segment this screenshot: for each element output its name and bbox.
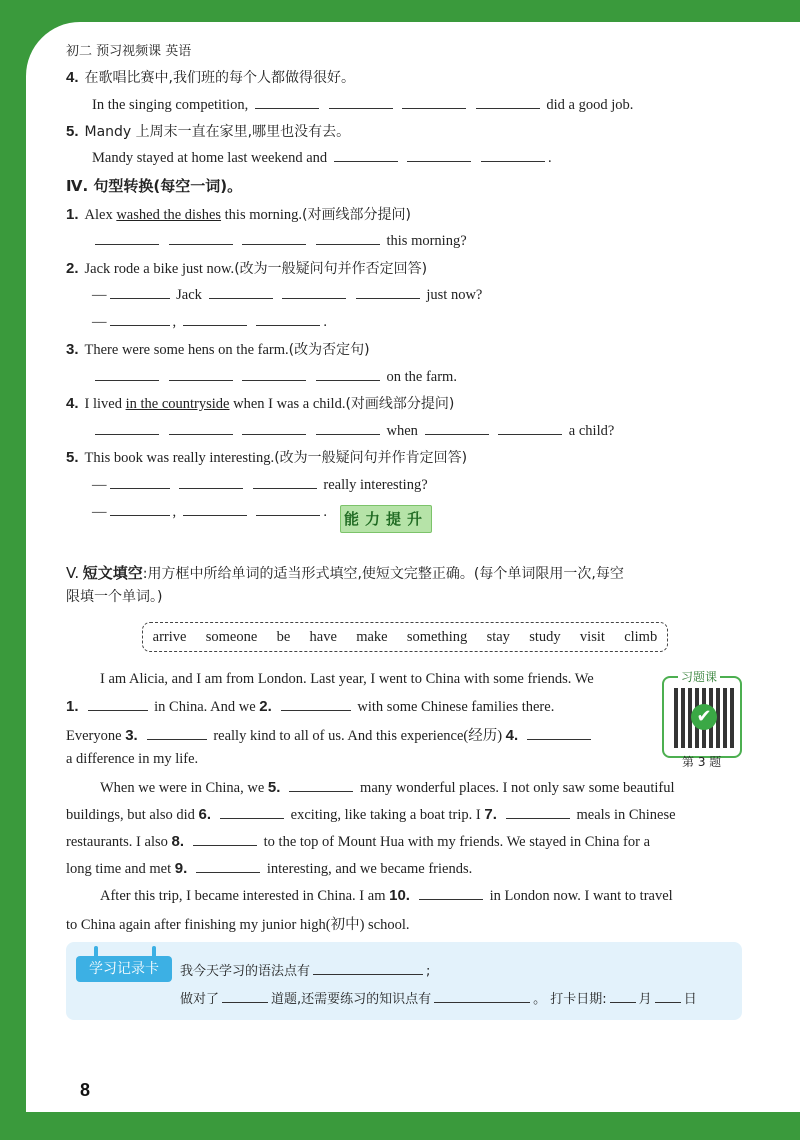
passage-p1-l1: I am Alicia, and I am from London. Last year, I went to China with some friends. We	[100, 671, 594, 687]
answer-blank[interactable]	[183, 312, 247, 326]
p4-q4-answer: when a child?	[92, 421, 614, 440]
answer-blank[interactable]	[110, 475, 170, 489]
word-item: stay	[486, 628, 510, 645]
page-number: 8	[80, 1080, 91, 1100]
p4-q5: 5. This book was really interesting.(改为一般疑问句并作肯定回答)	[66, 449, 468, 466]
check-icon: ✔	[691, 704, 717, 730]
p4-q4: 4. I lived in the countryside when I was a child.(对画线部分提问)	[66, 395, 455, 412]
word-box	[142, 622, 668, 652]
word-item: have	[309, 628, 337, 645]
passage-p1-l2: 1. in China. And we 2. with some Chinese families there.	[66, 698, 555, 715]
word-item: be	[276, 628, 291, 645]
section-banner: 能力提升	[340, 505, 432, 533]
month-blank[interactable]	[610, 989, 636, 1003]
passage-p1-l3: Everyone 3. really kind to all of us. And this experience(经历) 4.	[66, 724, 594, 745]
word-item: make	[356, 628, 388, 645]
word-item: someone	[205, 628, 258, 645]
answer-blank[interactable]	[407, 148, 471, 162]
card-badge: 学习记录卡	[76, 956, 172, 982]
answer-blank[interactable]	[476, 95, 540, 109]
part5-title-line2: 限填一个单词。)	[66, 589, 163, 605]
qr-caption: 第 3 题	[682, 755, 722, 769]
qr-title: 习题课	[678, 668, 720, 685]
card-line-2: 做对了 道题,还需要练习的知识点有 。 打卡日期: 月 日	[180, 988, 697, 1007]
answer-blank[interactable]	[313, 961, 423, 975]
page-header: 初二 预习视频课 英语	[66, 44, 192, 59]
answer-blank[interactable]	[95, 367, 159, 381]
day-blank[interactable]	[655, 989, 681, 1003]
answer-blank[interactable]	[110, 285, 170, 299]
passage-p3-l2: to China again after finishing my junior high(初中) school.	[66, 917, 410, 933]
answer-blank[interactable]	[196, 859, 260, 873]
answer-blank[interactable]	[256, 312, 320, 326]
passage-p2-l4: long time and met 9. interesting, and we became friends.	[66, 860, 473, 877]
p4-q3-answer: on the farm.	[92, 367, 457, 386]
answer-blank[interactable]	[147, 726, 207, 740]
answer-blank[interactable]	[402, 95, 466, 109]
word-item: climb	[624, 628, 658, 645]
answer-blank[interactable]	[316, 231, 380, 245]
answer-blank[interactable]	[242, 367, 306, 381]
answer-blank[interactable]	[169, 367, 233, 381]
answer-blank[interactable]	[316, 421, 380, 435]
answer-blank[interactable]	[110, 312, 170, 326]
word-item: something	[406, 628, 468, 645]
answer-blank[interactable]	[419, 886, 483, 900]
answer-blank[interactable]	[242, 421, 306, 435]
answer-blank[interactable]	[256, 502, 320, 516]
answer-blank[interactable]	[316, 367, 380, 381]
answer-blank[interactable]	[220, 805, 284, 819]
word-item: arrive	[152, 628, 187, 645]
answer-blank[interactable]	[481, 148, 545, 162]
answer-blank[interactable]	[179, 475, 243, 489]
passage-p2-l2: buildings, but also did 6. exciting, like taking a boat trip. I 7. meals in Chinese	[66, 806, 676, 823]
answer-blank[interactable]	[334, 148, 398, 162]
p3-q5-english: Mandy stayed at home last weekend and .	[92, 150, 552, 166]
answer-blank[interactable]	[282, 285, 346, 299]
p4-q1: 1. Alex washed the dishes this morning.(对画线部分提问)	[66, 206, 411, 223]
p3-q5-chinese: 5. Mandy 上周末一直在家里,哪里也没有去。	[66, 123, 351, 140]
answer-blank[interactable]	[183, 502, 247, 516]
answer-blank[interactable]	[209, 285, 273, 299]
answer-blank[interactable]	[289, 778, 353, 792]
answer-blank[interactable]	[506, 805, 570, 819]
p4-q2-answer-b: — , .	[92, 314, 327, 330]
answer-blank[interactable]	[329, 95, 393, 109]
p4-q1-answer: this morning?	[92, 231, 467, 250]
answer-blank[interactable]	[242, 231, 306, 245]
word-item: visit	[579, 628, 605, 645]
answer-blank[interactable]	[95, 421, 159, 435]
answer-blank[interactable]	[498, 421, 562, 435]
answer-blank[interactable]	[425, 421, 489, 435]
answer-blank[interactable]	[255, 95, 319, 109]
p3-q4-english: In the singing competition, did a good job.	[92, 97, 634, 113]
p4-q3: 3. There were some hens on the farm.(改为否定句)	[66, 341, 370, 358]
answer-blank[interactable]	[281, 697, 351, 711]
passage-p2-l1: When we were in China, we 5. many wonderful places. I not only saw some beautiful	[100, 779, 675, 796]
answer-blank[interactable]	[356, 285, 420, 299]
qr-code-panel[interactable]	[662, 670, 742, 758]
word-item: study	[529, 628, 561, 645]
passage-p3-l1: After this trip, I became interested in China. I am 10. in London now. I want to travel	[100, 887, 673, 904]
answer-blank[interactable]	[222, 989, 268, 1003]
answer-blank[interactable]	[110, 502, 170, 516]
p3-q4-chinese: 4. 在歌唱比赛中,我们班的每个人都做得很好。	[66, 69, 355, 86]
answer-blank[interactable]	[169, 231, 233, 245]
answer-blank[interactable]	[527, 726, 591, 740]
part4-title: Ⅳ. 句型转换(每空一词)。	[66, 177, 243, 195]
answer-blank[interactable]	[169, 421, 233, 435]
p4-q2-answer-a: — Jack just now?	[92, 287, 483, 303]
part5-title: V. 短文填空:用方框中所给单词的适当形式填空,使短文完整正确。(每个单词限用一次,每空	[66, 564, 624, 582]
passage-p2-l3: restaurants. I also 8. to the top of Mount Hua with my friends. We stayed in China for a	[66, 833, 651, 850]
card-line-1: 我今天学习的语法点有 ;	[180, 960, 430, 979]
p4-q5-answer-b: — , .	[92, 504, 327, 520]
answer-blank[interactable]	[253, 475, 317, 489]
answer-blank[interactable]	[88, 697, 148, 711]
p4-q2: 2. Jack rode a bike just now.(改为一般疑问句并作否定回答)	[66, 260, 428, 277]
answer-blank[interactable]	[434, 989, 530, 1003]
study-record-card	[66, 942, 742, 1020]
p4-q5-answer-a: — really interesting?	[92, 477, 428, 493]
passage-p1-l4: a difference in my life.	[66, 751, 199, 767]
answer-blank[interactable]	[95, 231, 159, 245]
answer-blank[interactable]	[193, 832, 257, 846]
